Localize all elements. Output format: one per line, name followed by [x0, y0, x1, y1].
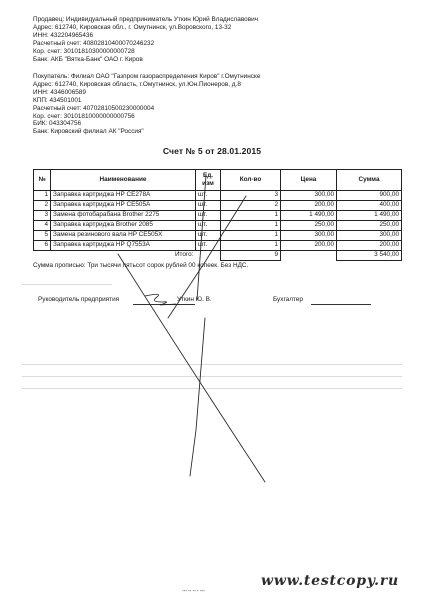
accountant-signature-label: Бухгалтер: [273, 296, 303, 303]
cross-stroke: [197, 175, 206, 300]
row-unit: шт.: [196, 241, 221, 251]
buyer-kpp: КПП: 434501001: [33, 96, 82, 104]
seller-address: Адрес: 612740, Кировская обл., г. Омутнинск, ул.Воровского, 13-32: [33, 23, 232, 31]
col-header-sum: Сумма: [337, 170, 402, 191]
seller-inn: ИНН: 432204965436: [33, 31, 94, 39]
col-header-no: №: [34, 170, 51, 191]
row-qty: 1: [221, 221, 281, 231]
row-qty: 2: [221, 201, 281, 211]
col-header-name: Наименование: [51, 170, 196, 191]
buyer-name: Покупатель: Филиал ОАО "Газпром газораспределения Киров" г.Омутнинске: [33, 73, 261, 80]
diagonal-cross-marks: [118, 175, 265, 482]
row-name: Заправка картриджа HP CE278A: [51, 191, 196, 201]
row-no: 2: [34, 201, 51, 211]
row-price: 300,00: [281, 191, 337, 201]
row-unit: шт.: [196, 211, 221, 221]
row-unit: шт.: [196, 201, 221, 211]
buyer-account: Расчетный счет: 40702810500230000004: [33, 104, 155, 112]
seller-bank: Банк: АКБ "Вятка-Банк" ОАО г. Киров: [33, 55, 143, 63]
buyer-address: Адрес: 612740, Кировская область, г.Омутнинск, ул.Юн.Пионеров, д.8: [33, 80, 241, 88]
row-qty: 1: [221, 231, 281, 241]
row-no: 5: [34, 231, 51, 241]
row-sum: 1 490,00: [337, 211, 402, 221]
seller-corr-account: Кор. счет: 30101810300000000728: [33, 47, 135, 55]
sum-in-words: Сумма прописью: Три тысячи пятьсот сорок рублей 00 копеек. Без НДС.: [33, 262, 249, 269]
row-unit: шт.: [196, 221, 221, 231]
row-sum: 300,00: [337, 231, 402, 241]
buyer-corr-account: Кор. счет: 30101810000000000756: [33, 112, 135, 120]
row-price: 200,00: [281, 241, 337, 251]
watermark-logo: www.testcopy.ru: [261, 573, 399, 589]
col-header-price: Цена: [281, 170, 337, 191]
cross-stroke: [168, 196, 246, 318]
row-name: Заправка картриджа HP CE505A: [51, 201, 196, 211]
row-no: 6: [34, 241, 51, 251]
head-signature-label: Руководитель предприятия: [38, 296, 120, 303]
seller-account: Расчетный счет: 40802810400070246232: [33, 39, 155, 47]
row-price: 200,00: [281, 201, 337, 211]
row-no: 4: [34, 221, 51, 231]
row-sum: 250,00: [337, 221, 402, 231]
row-price: 250,00: [281, 221, 337, 231]
row-sum: 200,00: [337, 241, 402, 251]
cross-stroke: [190, 318, 205, 476]
total-sum: 3 540,00: [337, 251, 402, 261]
col-header-unit: Ед. изм: [196, 170, 221, 191]
col-header-qty: Кол-во: [221, 170, 281, 191]
row-name: Замена резинового вала HP CE505X: [51, 231, 196, 241]
row-no: 1: [34, 191, 51, 201]
buyer-bik: БИК: 043304756: [33, 120, 82, 128]
row-sum: 400,00: [337, 201, 402, 211]
row-unit: шт.: [196, 231, 221, 241]
total-label: Итого:: [174, 251, 194, 259]
row-qty: 1: [221, 211, 281, 221]
buyer-bank: Банк: Кировский филиал АК "Россия": [33, 128, 144, 136]
invoice-title: Счет № 5 от 28.01.2015: [162, 146, 262, 156]
row-qty: 3: [221, 191, 281, 201]
footer-code: ▪▪▪ ▪▪ ▪▪ ▪ ▪▪▪: [182, 588, 205, 593]
seller-name: Продавец: Индивидуальный предприниматель Уткин Юрий Владиславович: [33, 16, 259, 23]
row-name: Заправка картриджа HP Q7553A: [51, 241, 196, 251]
row-price: 1 490,00: [281, 211, 337, 221]
total-qty: 9: [221, 251, 281, 261]
row-price: 300,00: [281, 231, 337, 241]
buyer-inn: ИНН: 4346006589: [33, 88, 86, 96]
cross-stroke: [118, 254, 265, 482]
row-sum: 900,00: [337, 191, 402, 201]
row-name: Замена фотобарабана Brother 2275: [51, 211, 196, 221]
row-no: 3: [34, 211, 51, 221]
row-qty: 1: [221, 241, 281, 251]
row-unit: шт.: [196, 191, 221, 201]
row-name: Заправка картриджа Brother 2085: [51, 221, 196, 231]
head-signature-name: Уткин Ю. В.: [177, 296, 212, 303]
